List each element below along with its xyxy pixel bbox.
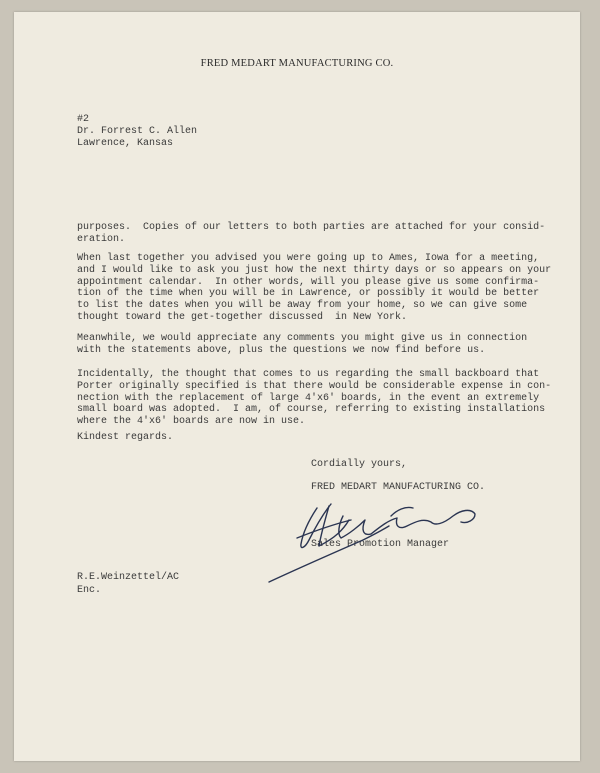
paragraph-line: small board was adopted. I am, of course, referring to existing installations (77, 404, 546, 416)
addressee (77, 126, 547, 150)
addressee-location: Lawrence, Kansas (77, 137, 174, 149)
paragraph (77, 222, 547, 246)
paragraph-line: where the 4'x6' boards are now in use. (77, 416, 306, 428)
paragraph-line: thought toward the get-together discussed in New York. (77, 311, 408, 323)
paragraph-line: appointment calendar. In other words, will you please give us some confirma- (77, 276, 540, 288)
paragraph-line: Incidentally, the thought that comes to us regarding the small backboard that (77, 369, 540, 380)
typist-initials: R.E.Weinzettel/AC (77, 572, 180, 583)
paragraph-line: with the statements above, plus the questions we now find before us. (77, 344, 486, 356)
enclosure-note: Enc. (77, 585, 102, 596)
paragraph-line: Meanwhile, we would appreciate any comments you might give us in connection (77, 333, 528, 344)
paragraph-line: Porter originally specified is that there would be considerable expense in con- (77, 380, 552, 392)
letter-page (14, 12, 580, 761)
addressee-name: Dr. Forrest C. Allen (77, 126, 198, 137)
paragraph-line: tion of the time when you will be in Lawrence, or possibly it would be better (77, 288, 540, 300)
paragraph-line: and I would like to ask you just how the next thirty days or so appears on your (77, 264, 552, 276)
paragraph-line: purposes. Copies of our letters to both parties are attached for your consid- (77, 222, 546, 233)
paragraph (77, 369, 552, 428)
closing: Kindest regards. (77, 432, 174, 443)
signature-title: Sales Promotion Manager (311, 539, 450, 550)
paragraph-line: When last together you advised you were going up to Ames, Iowa for a meeting, (77, 253, 540, 264)
company-signature: FRED MEDART MANUFACTURING CO. (311, 482, 486, 493)
letterhead: FRED MEDART MANUFACTURING CO. (200, 58, 394, 69)
paragraph-line: eration. (77, 233, 126, 245)
page-number: #2 (77, 114, 90, 125)
paragraph (77, 253, 552, 324)
paragraph (77, 333, 547, 357)
paragraph-line: to list the dates when you will be away from your home, so we can give some (77, 300, 528, 312)
paragraph-line: nection with the replacement of large 4'x6' boards, in the event an extremely (77, 392, 540, 404)
complimentary-close: Cordially yours, (311, 459, 408, 470)
